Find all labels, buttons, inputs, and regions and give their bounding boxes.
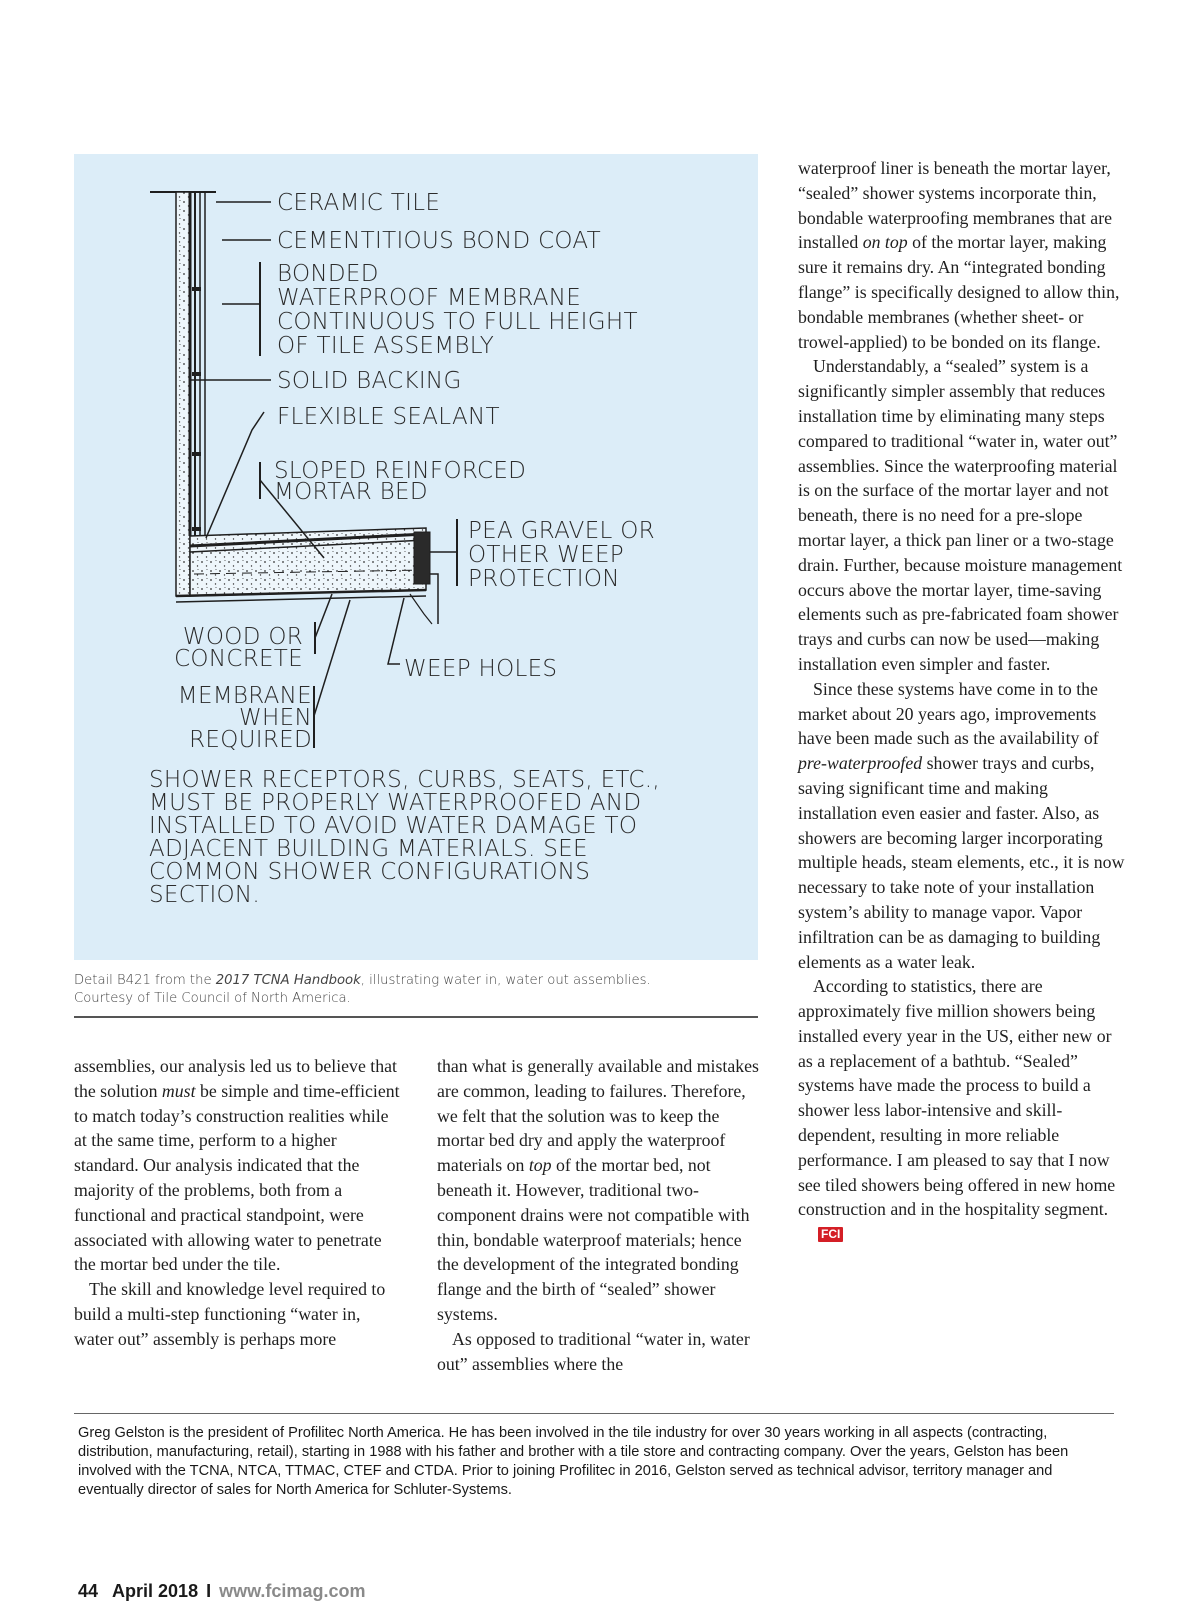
label-membrane-when-2: WHEN [239, 705, 312, 731]
label-sloped-2: MORTAR BED [274, 479, 428, 505]
label-wood-2: CONCRETE [174, 646, 303, 672]
note-line-4: ADJACENT BUILDING MATERIALS. SEE [149, 836, 588, 862]
note-line-5: COMMON SHOWER CONFIGURATIONS [149, 859, 591, 885]
label-pea-gravel-3: PROTECTION [468, 566, 620, 592]
paragraph: As opposed to traditional “water in, water out” assemblies where the [437, 1328, 750, 1374]
caption-divider [74, 1016, 758, 1018]
bio-divider [74, 1413, 1114, 1414]
footer-separator: I [206, 1581, 212, 1601]
label-membrane-2: CONTINUOUS TO FULL HEIGHT [277, 309, 638, 335]
page-number: 44 [78, 1581, 99, 1601]
label-wood-1: WOOD OR [182, 624, 303, 650]
paragraph: According to statistics, there are approximately five million showers being installed every year in the US, either new or as a replacement of a bathtub. “Sealed” systems have made the process to build a shower less labor-intensive and skill-dependent, resulting in more reliable performance. I am pleased to say that I now see tiled showers being offered in new home construction and in the hospitality segment.FCI [798, 976, 1116, 1242]
paragraph: The skill and knowledge level required to build a multi-step functioning “water in, water out” assembly is perhaps more [74, 1279, 386, 1349]
label-membrane-when-1: MEMBRANE [177, 683, 312, 709]
paragraph: assemblies, our analysis led us to believe that the solution must be simple and time-efficient to match today’s construction realities while at the same time, perform to a higher standard. Our analysis indicated that the majority of the problems, both from a functional and practical standpoint, were associated with allowing water to penetrate the mortar bed under the tile. [74, 1056, 400, 1275]
caption-suffix: , illustrating water in, water out assemblies. [360, 973, 651, 988]
caption-credit: Courtesy of Tile Council of North America. [74, 991, 351, 1006]
article-column-2 [437, 1054, 767, 1376]
issue-date: April 2018 [112, 1581, 199, 1601]
article-column-3 [798, 156, 1128, 1247]
note-line-1: SHOWER RECEPTORS, CURBS, SEATS, ETC., [149, 767, 661, 793]
label-bonded: BONDED [277, 261, 379, 287]
label-weep-holes: WEEP HOLES [404, 656, 558, 682]
figure-caption [74, 972, 758, 1008]
site-url-link[interactable]: www.fcimag.com [219, 1581, 366, 1601]
paragraph: Understandably, a “sealed” system is a significantly simpler assembly that reduces installation time by eliminating many steps compared to traditional “water in, water out” assemblies. Since the waterproofing material is on the surface of the mortar layer and not beneath, there is no need for a pre-slope mortar layer, a thick pan liner or a two-stage drain. Further, because moisture management occurs above the mortar layer, time-saving elements such as pre-fabricated foam shower trays and curbs can now be used—making installation even simpler and faster. [798, 356, 1123, 674]
shower-assembly-diagram [74, 154, 758, 960]
paragraph: waterproof liner is beneath the mortar layer, “sealed” shower systems incorporate thin, bondable waterproofing membranes that are installed on top of the mortar layer, making sure it remains dry. An “integrated bonding flange” is specifically designed to allow thin, bondable membranes (whether sheet- or trowel-applied) to be bonded on its flange. [798, 158, 1120, 352]
note-line-6: SECTION. [149, 882, 261, 908]
paragraph: Since these systems have come in to the market about 20 years ago, improvements have been made such as the availability of pre-waterproofed shower trays and curbs, saving significant time and making installation even easier and faster. Also, as showers are becoming larger incorporating multiple heads, steam elements, etc., it is now necessary to take note of your installation system’s ability to manage vapor. Vapor infiltration can be as damaging to building elements as a water leak. [798, 678, 1125, 972]
caption-title: 2017 TCNA Handbook [215, 973, 361, 988]
paragraph: than what is generally available and mistakes are common, leading to failures. Therefore, we felt that the solution was to keep the mortar bed dry and apply the waterproof materials on top of the mortar bed, not beneath it. However, traditional two-component drains were not compatible with thin, bondable waterproof materials; hence the development of the integrated bonding flange and the birth of “sealed” shower systems. [437, 1056, 759, 1324]
caption-prefix: Detail B421 from the [74, 973, 216, 988]
note-line-2: MUST BE PROPERLY WATERPROOFED AND [149, 790, 642, 816]
label-sloped-1: SLOPED REINFORCED [274, 458, 527, 484]
article-column-1 [74, 1054, 404, 1352]
label-membrane-1: WATERPROOF MEMBRANE [277, 285, 582, 311]
label-pea-gravel-1: PEA GRAVEL OR [468, 518, 655, 544]
label-pea-gravel-2: OTHER WEEP [468, 542, 624, 568]
note-line-3: INSTALLED TO AVOID WATER DAMAGE TO [149, 813, 638, 839]
label-ceramic-tile: CERAMIC TILE [277, 190, 441, 216]
figure-panel [74, 154, 758, 960]
page-footer [78, 1581, 365, 1602]
label-bond-coat: CEMENTITIOUS BOND COAT [277, 228, 602, 254]
label-solid-backing: SOLID BACKING [277, 368, 462, 394]
label-flexible-sealant: FLEXIBLE SEALANT [277, 404, 500, 430]
label-membrane-3: OF TILE ASSEMBLY [277, 333, 495, 359]
fci-end-logo: FCI [818, 1227, 843, 1242]
author-bio: Greg Gelston is the president of Profilitec North America. He has been involved in the tile industry for over 30 years working in all aspects (contracting, distribution, manufacturing, retail), starting in 1988 with his father and brother with a tile store and contracting company. Over the years, Gelston has been involved with the TCNA, NTCA, TTMAC, CTEF and CTDA. Prior to joining Profilitec in 2016, Gelston served as technical advisor, territory manager and eventually director of sales for North America for Schluter-Systems. [78, 1425, 1069, 1498]
label-membrane-when-3: REQUIRED [189, 727, 312, 753]
